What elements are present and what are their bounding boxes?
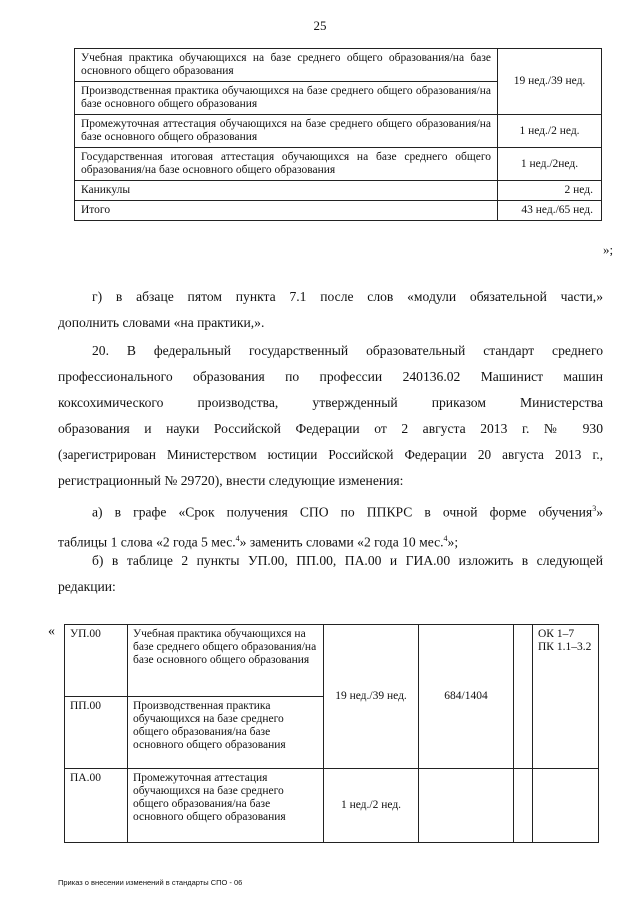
competence-item: ПК 1.1–3.2: [538, 641, 592, 653]
paragraph-20: [58, 338, 603, 494]
table-cell-merged-value: 19 нед./39 нед.: [498, 49, 602, 115]
paragraph-line: профессионального образования по профессии 240136.02 Машинист машин: [58, 369, 603, 384]
table-cell-hours: 684/1404: [419, 625, 514, 769]
paragraph-line: редакции:: [58, 579, 116, 594]
table-cell-desc: Учебная практика обучающихся на базе среднего общего образования/на базе основного общего образования: [128, 625, 324, 697]
table-row: [75, 201, 602, 221]
paragraph-line: коксохимического производства, утвержденный приказом Министерства: [58, 395, 603, 410]
table-cell-desc: Каникулы: [75, 181, 498, 201]
paragraph-text: »: [596, 504, 603, 520]
paragraph-line: образования и науки Российской Федерации от 2 августа 2013 г. № 930: [58, 421, 603, 436]
table-cell-code: ПА.00: [65, 769, 128, 843]
table-cell-value: 2 нед.: [498, 181, 602, 201]
table-cell-weeks: 1 нед./2 нед.: [324, 769, 419, 843]
table-cell-weeks: 19 нед./39 нед.: [324, 625, 419, 769]
paragraph-text: таблицы 1 слова «2 года 5 мес.: [58, 534, 236, 550]
table-cell-empty: [419, 769, 514, 843]
table-row: [75, 115, 602, 148]
table-cell-desc: Государственная итоговая аттестация обучающихся на базе среднего общего образования/на базе основного общего образования: [75, 148, 498, 181]
table-cell-desc: Промежуточная аттестация обучающихся на базе среднего общего образования/на базе основного общего образования: [75, 115, 498, 148]
table-cell-value: 1 нед./2 нед.: [498, 115, 602, 148]
competence-item: ОК 1–7: [538, 628, 575, 640]
table-opening-mark: «: [48, 624, 55, 639]
footnote-ref: 3: [592, 504, 597, 513]
table-cell-competences: [533, 625, 599, 769]
paragraph-line: 20. В федеральный государственный образовательный стандарт среднего: [92, 343, 603, 358]
paragraph-text: » заменить словами «2 года 10 мес.: [239, 534, 444, 550]
paragraph-a: [58, 496, 603, 555]
table-cell-empty: [514, 769, 533, 843]
footnote-ref: 4: [443, 533, 448, 543]
paragraph-line: г) в абзаце пятом пункта 7.1 после слов «модули обязательной части,»: [92, 289, 603, 304]
table-cell-empty: [533, 769, 599, 843]
table-cell-desc: Учебная практика обучающихся на базе среднего общего образования/на базе основного общего образования: [75, 49, 498, 82]
table-cell-empty: [514, 625, 533, 769]
paragraph-line: дополнить словами «на практики,».: [58, 315, 265, 330]
table-cell-desc: Производственная практика обучающихся на базе среднего общего образования/на базе основного общего образования: [75, 82, 498, 115]
paragraph-b: [58, 548, 603, 600]
paragraph-line: б) в таблице 2 пункты УП.00, ПП.00, ПА.00 и ГИА.00 изложить в следующей: [92, 553, 603, 568]
footnote-ref: 4: [235, 533, 240, 543]
table-cell-code: ПП.00: [65, 697, 128, 769]
curriculum-table: [64, 624, 599, 843]
table-row: [65, 625, 599, 697]
table-closing-mark: »;: [603, 242, 614, 257]
page-footer: Приказ о внесении изменений в стандарты СПО - 06: [58, 878, 243, 887]
table-row: [75, 148, 602, 181]
table-cell-code: УП.00: [65, 625, 128, 697]
paragraph-g: [58, 284, 603, 336]
table-cell-value: 1 нед./2нед.: [498, 148, 602, 181]
page-number: 25: [313, 18, 327, 33]
paragraph-text: »;: [447, 534, 459, 550]
table-row: [65, 769, 599, 843]
table-cell-value: 43 нед./65 нед.: [498, 201, 602, 221]
table-row: [75, 181, 602, 201]
table-cell-desc: Промежуточная аттестация обучающихся на базе среднего общего образования/на базе основного общего образования: [128, 769, 324, 843]
paragraph-text: а) в графе «Срок получения СПО по ППКРС в очной форме обучения: [92, 504, 593, 520]
paragraph-line: регистрационный № 29720), внести следующие изменения:: [58, 473, 404, 488]
table-cell-desc: Производственная практика обучающихся на базе среднего общего образования/на базе основного общего образования: [128, 697, 324, 769]
table-cell-desc: Итого: [75, 201, 498, 221]
paragraph-line: (зарегистрирован Министерством юстиции Российской Федерации 20 августа 2013 г.,: [58, 447, 603, 462]
table-row: [75, 49, 602, 82]
practice-summary-table: [74, 48, 602, 221]
